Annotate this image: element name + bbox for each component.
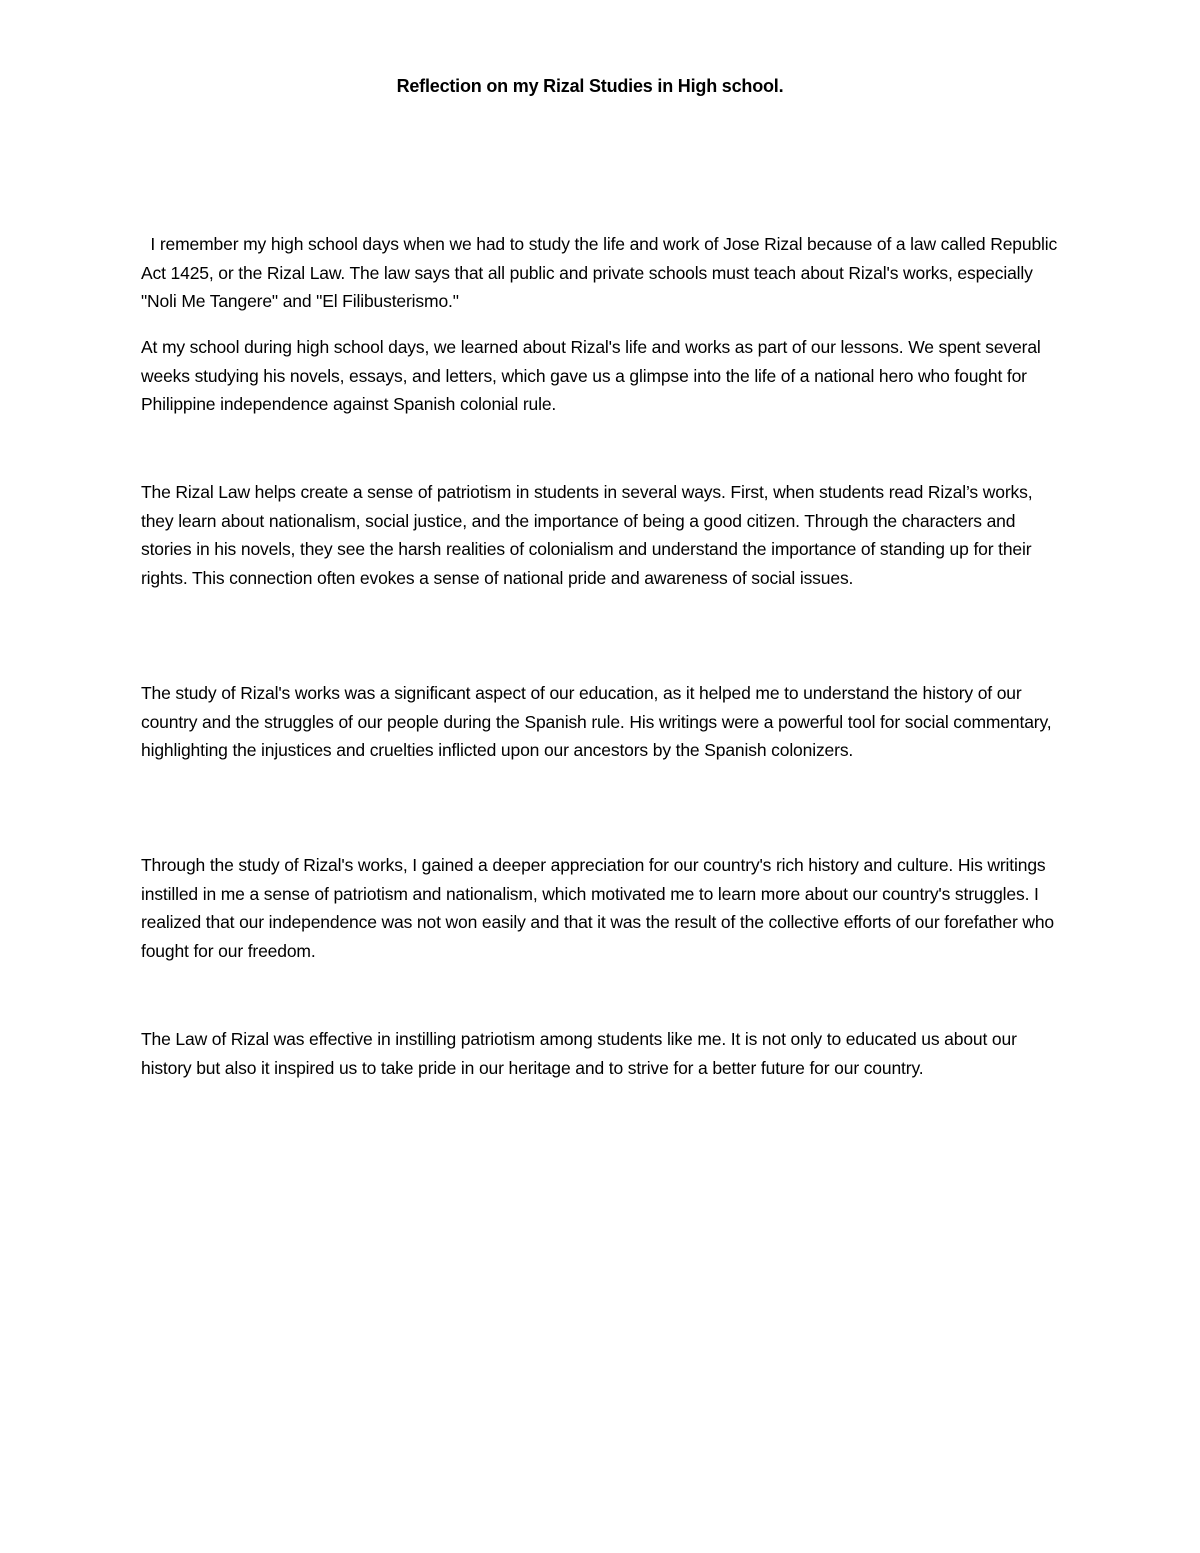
paragraph-school-lessons: At my school during high school days, we learned about Rizal's life and works as part of our lessons. We spent several weeks studying his novels, essays, and letters, which gave us a glimpse into the life of a national hero who fought for Philippine independence against Spanish colonial rule.: [141, 337, 1041, 415]
paragraph-patriotism: The Rizal Law helps create a sense of patriotism in students in several ways. First, when students read Rizal’s works, they learn about nationalism, social justice, and the importance of being a good citizen. Through the characters and stories in his novels, they see the harsh realities of colonialism and understand the importance of standing up for their rights. This connection often evokes a sense of national pride and awareness of social issues.: [141, 482, 1033, 588]
document-title: Reflection on my Rizal Studies in High school.: [396, 76, 784, 96]
paragraph-conclusion: The Law of Rizal was effective in instilling patriotism among students like me. It is not only to educated us about our history but also it inspired us to take pride in our heritage and to strive for a better future for our country.: [141, 1029, 1017, 1078]
paragraph-appreciation: Through the study of Rizal's works, I gained a deeper appreciation for our country's rich history and culture. His writings instilled in me a sense of patriotism and nationalism, which motivated me to learn more about our country's struggles. I realized that our independence was not won easily and that it was the result of the collective efforts of our forefather who fought for our freedom.: [141, 855, 1055, 961]
paragraph-significance: The study of Rizal's works was a significant aspect of our education, as it helped me to understand the history of our country and the struggles of our people during the Spanish rule. His writings were a powerful tool for social commentary, highlighting the injustices and cruelties inflicted upon our ancestors by the Spanish colonizers.: [141, 683, 1052, 761]
paragraph-intro: I remember my high school days when we had to study the life and work of Jose Rizal because of a law called Republic Act 1425, or the Rizal Law. The law says that all public and private schools must teach about Rizal's works, especially "Noli Me Tangere" and "El Filibusterismo.": [141, 234, 1058, 312]
